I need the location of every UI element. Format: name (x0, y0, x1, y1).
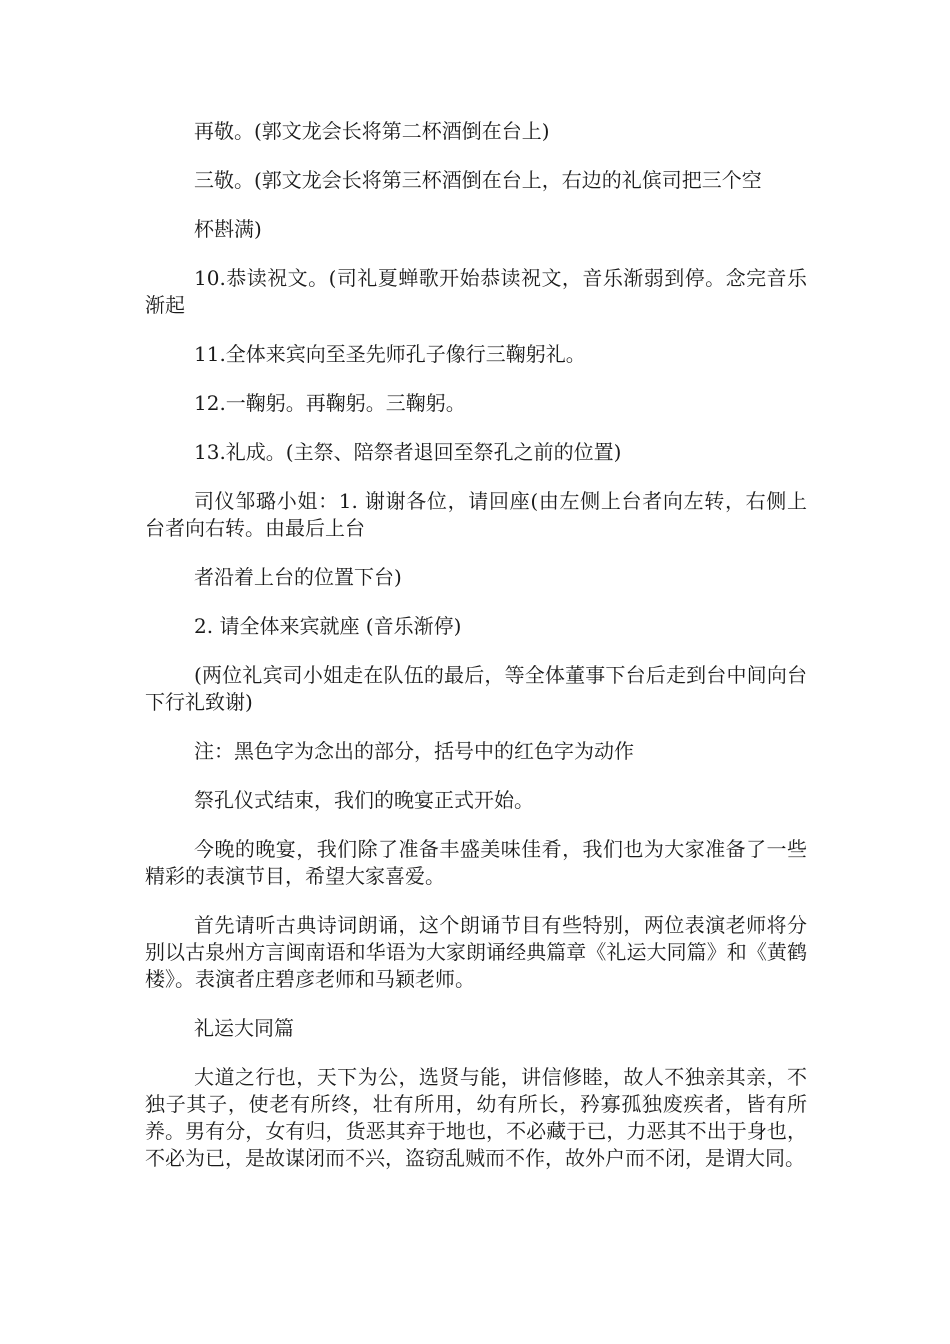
paragraph-step-11: 11.全体来宾向至圣先师孔子像行三鞠躬礼。 (194, 342, 586, 366)
paragraph-note: 注：黑色字为念出的部分，括号中的红色字为动作 (194, 739, 634, 763)
paragraph-ceremony-end: 祭孔仪式结束，我们的晚宴正式开始。 (194, 788, 534, 812)
paragraph-banquet-intro: 今晚的晚宴，我们除了准备丰盛美味佳肴，我们也为大家准备了一些精彩的表演节目，希望大家喜爱。 (145, 837, 807, 888)
paragraph-second-toast: 再敬。(郭文龙会长将第二杯酒倒在台上) (194, 119, 550, 143)
paragraph-cups-filled: 杯斟满) (194, 217, 262, 241)
document-body (145, 118, 807, 1194)
paragraph-exit-stage: 者沿着上台的位置下台) (194, 565, 402, 589)
paragraph-poem-title: 礼运大同篇 (194, 1016, 294, 1040)
paragraph-step-10: 10.恭读祝文。(司礼夏蝉歌开始恭读祝文，音乐渐弱到停。念完音乐渐起 (145, 266, 807, 317)
paragraph-hostess-bow: (两位礼宾司小姐走在队伍的最后，等全体董事下台后走到台中间向台下行礼致谢) (145, 663, 807, 714)
paragraph-step-13: 13.礼成。(主祭、陪祭者退回至祭孔之前的位置) (194, 440, 622, 464)
paragraph-be-seated: 2. 请全体来宾就座 (音乐渐停) (194, 614, 462, 638)
paragraph-third-toast: 三敬。(郭文龙会长将第三杯酒倒在台上，右边的礼傧司把三个空 (194, 168, 762, 192)
paragraph-emcee-thanks: 司仪邹璐小姐：1. 谢谢各位，请回座(由左侧上台者向左转，右侧上台者向右转。由最后上台 (145, 489, 807, 540)
paragraph-step-12: 12.一鞠躬。再鞠躬。三鞠躬。 (194, 391, 466, 415)
paragraph-recitation-intro: 首先请听古典诗词朗诵，这个朗诵节目有些特别，两位表演老师将分别以古泉州方言闽南语和华语为大家朗诵经典篇章《礼运大同篇》和《黄鹤楼》。表演者庄碧彦老师和马颖老师。 (145, 913, 807, 991)
paragraph-poem-text: 大道之行也，天下为公，选贤与能，讲信修睦，故人不独亲其亲，不独子其子，使老有所终，壮有所用，幼有所长，矜寡孤独废疾者，皆有所养。男有分，女有归，货恶其弃于地也，不必藏于已，力恶其不出于身也，不必为已，是故谋闭而不兴，盗窃乱贼而不作，故外户而不闭，是谓大同。 (145, 1065, 807, 1170)
